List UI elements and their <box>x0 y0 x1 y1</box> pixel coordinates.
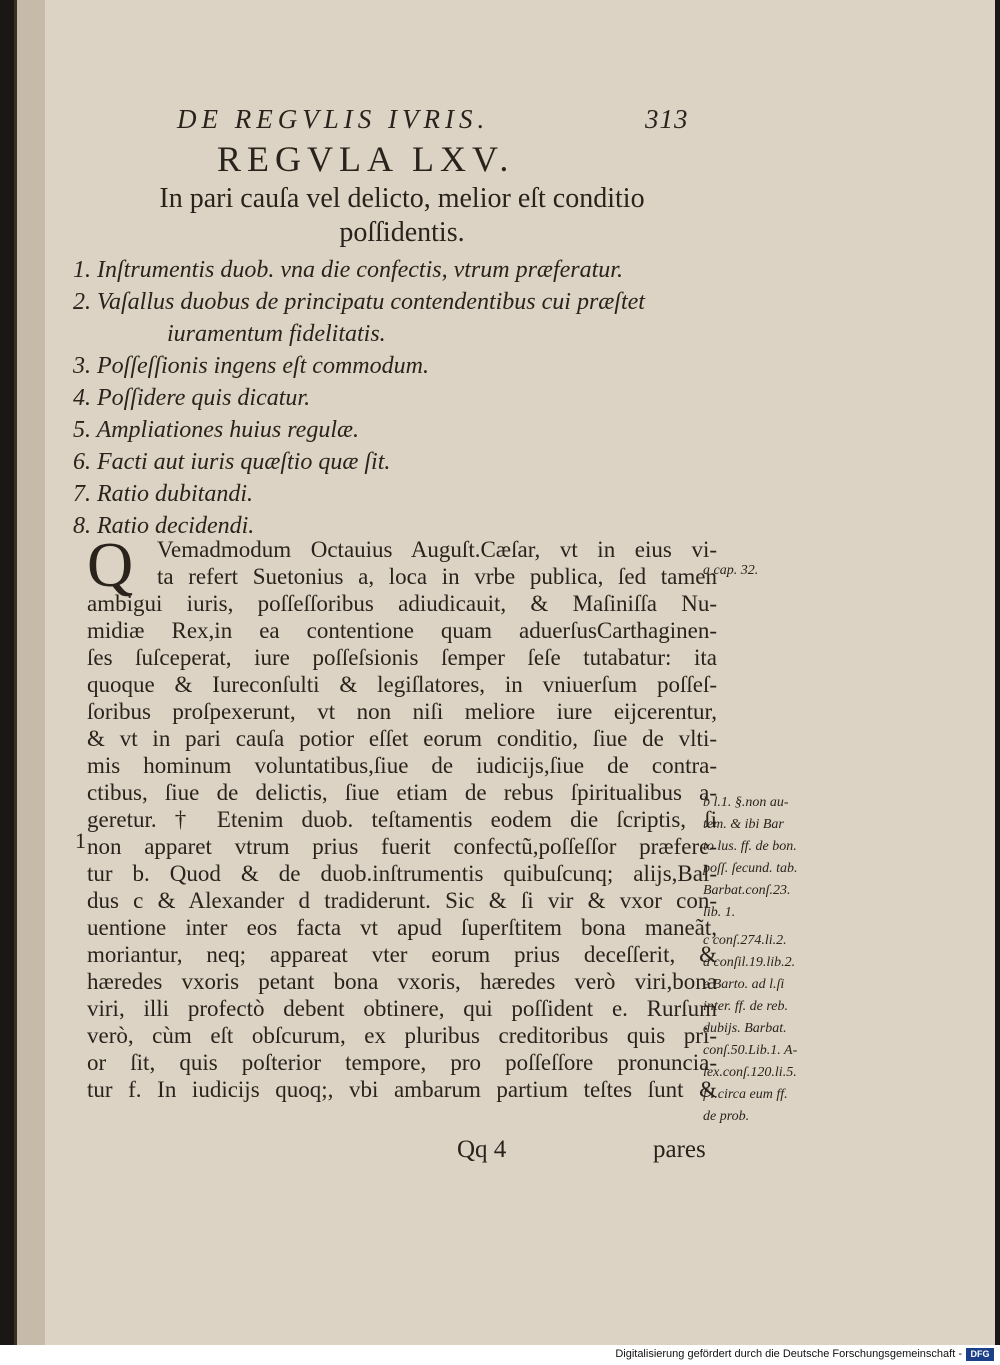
funding-credit: Digitalisierung gefördert durch die Deutsche Forschungsgemeinschaft - <box>615 1348 962 1360</box>
sidenote: de prob. <box>703 1109 750 1124</box>
body-line: mis hominum voluntatibus,ſiue de iudicijs,ſiue de contra- <box>87 753 717 778</box>
summary-item: 6. Facti aut iuris quæſtio quæ ſit. <box>73 449 391 475</box>
body-line: ſes ſuſceperat, iure poſſeſsionis ſemper ſeſe tutabatur: ita <box>87 645 717 670</box>
body-line: Vemadmodum Octauius Auguſt.Cæſar, vt in eius vi- <box>157 537 717 562</box>
margin-number: 1 <box>75 828 86 853</box>
drop-capital: Q <box>87 529 134 600</box>
sidenote: dubijs. Barbat. <box>703 1021 787 1036</box>
sidenote: lex.conſ.120.li.5. <box>703 1065 797 1080</box>
rule-statement <box>117 182 687 250</box>
body-line: viri, illi profectò debent obtinere, qui poſſident e. Rurſum <box>87 996 717 1021</box>
summary-item: iuramentum fidelitatis. <box>167 321 386 347</box>
body-line: non apparet vtrum prius fuerit confectũ,poſſeſſor præfere- <box>87 834 717 859</box>
page-gutter <box>17 0 45 1345</box>
summary-item: 1. Inſtrumentis duob. vna die confectis, vtrum præferatur. <box>73 257 623 283</box>
body-line: ſoribus proſpexerunt, vt non niſi meliore iure eijcerentur, <box>87 699 717 724</box>
credit-bar <box>0 1345 1000 1365</box>
summary-item: 8. Ratio decidendi. <box>73 513 255 539</box>
sidenote: f l.circa eum ff. <box>703 1087 788 1102</box>
rule-line: In pari cauſa vel delicto, melior eſt conditio <box>159 183 645 214</box>
body-line: verò, cùm eſt obſcurum, ex pluribus creditoribus quis pri- <box>87 1023 717 1048</box>
sidenote: a cap. 32. <box>703 563 759 578</box>
sidenote: inter. ff. de reb. <box>703 999 789 1014</box>
sidenote: e Barto. ad l.ſi <box>703 977 785 992</box>
body-line: tur b. Quod & de duob.inſtrumentis quibuſcunq; alijs,Bal- <box>87 861 717 886</box>
body-text <box>87 529 717 1103</box>
summary-item: 4. Poſſidere quis dicatur. <box>73 385 311 411</box>
sidenote: to lus. ff. de bon. <box>703 839 797 854</box>
body-line: or ſit, quis poſterior tempore, pro poſſeſſore pronuncia- <box>87 1050 717 1075</box>
dfg-logo-icon: DFG <box>966 1348 994 1361</box>
sidenote: conſ.50.Lib.1. A- <box>703 1043 798 1058</box>
summary-item: 7. Ratio dubitandi. <box>73 481 253 507</box>
summary-item: 2. Vaſallus duobus de principatu contendentibus cui præſtet <box>73 289 645 315</box>
catchword: pares <box>653 1136 706 1163</box>
summary-list <box>73 254 723 542</box>
book-page <box>14 0 995 1345</box>
signature-mark: Qq 4 <box>457 1136 507 1163</box>
body-line: ambigui iuris, poſſeſſoribus adiudicauit, & Maſiniſſa Nu- <box>87 591 717 616</box>
body-line: hæredes vxoris petant bona vxoris, hæredes verò viri,bona <box>87 969 717 994</box>
body-line: moriantur, neq; appareat vter eorum prius deceſſerit, & <box>87 942 717 967</box>
sidenote: b l.1. §.non au- <box>703 795 789 810</box>
summary-item: 3. Poſſeſſionis ingens eſt commodum. <box>73 353 429 379</box>
sidenote: lib. 1. <box>703 905 736 920</box>
body-line: quoque & Iureconſulti & legiſlatores, in vniuerſum poſſeſ- <box>87 672 717 697</box>
body-line: uentione inter eos facta vt apud ſuperſtitem bona maneãt, <box>87 915 717 940</box>
running-title: DE REGVLIS IVRIS. <box>177 104 490 134</box>
body-line: midiæ Rex,in ea contentione quam aduerſusCarthaginen- <box>87 618 717 643</box>
body-line: geretur. † Etenim duob. teſtamentis eodem die ſcriptis, ſi <box>87 807 717 832</box>
rule-title: REGVLA LXV. <box>217 139 515 179</box>
sidenote: c conſ.274.li.2. <box>703 933 787 948</box>
sidenote: poſſ. ſecund. tab. <box>703 861 798 876</box>
body-line: ctibus, ſiue de delictis, ſiue etiam de rebus ſpiritualibus a- <box>87 780 717 805</box>
body-line: tur f. In iudicijs quoq;, vbi ambarum partium teſtes ſunt & <box>87 1077 717 1102</box>
rule-line: poſſidentis. <box>339 217 465 248</box>
sidenote: tem. & ibi Bar <box>703 817 784 832</box>
page-number: 313 <box>645 104 689 134</box>
sidenote: d conſil.19.lib.2. <box>703 955 796 970</box>
sidenote: Barbat.conſ.23. <box>703 883 791 898</box>
body-line: dus c & Alexander d tradiderunt. Sic & ſi vir & vxor con- <box>87 888 717 913</box>
body-line: ta refert Suetonius a, loca in vrbe publica, ſed tamen <box>157 564 717 589</box>
body-line: & vt in pari cauſa potior eſſet eorum conditio, ſiue de vlti- <box>87 726 717 751</box>
summary-item: 5. Ampliationes huius regulæ. <box>73 417 360 443</box>
